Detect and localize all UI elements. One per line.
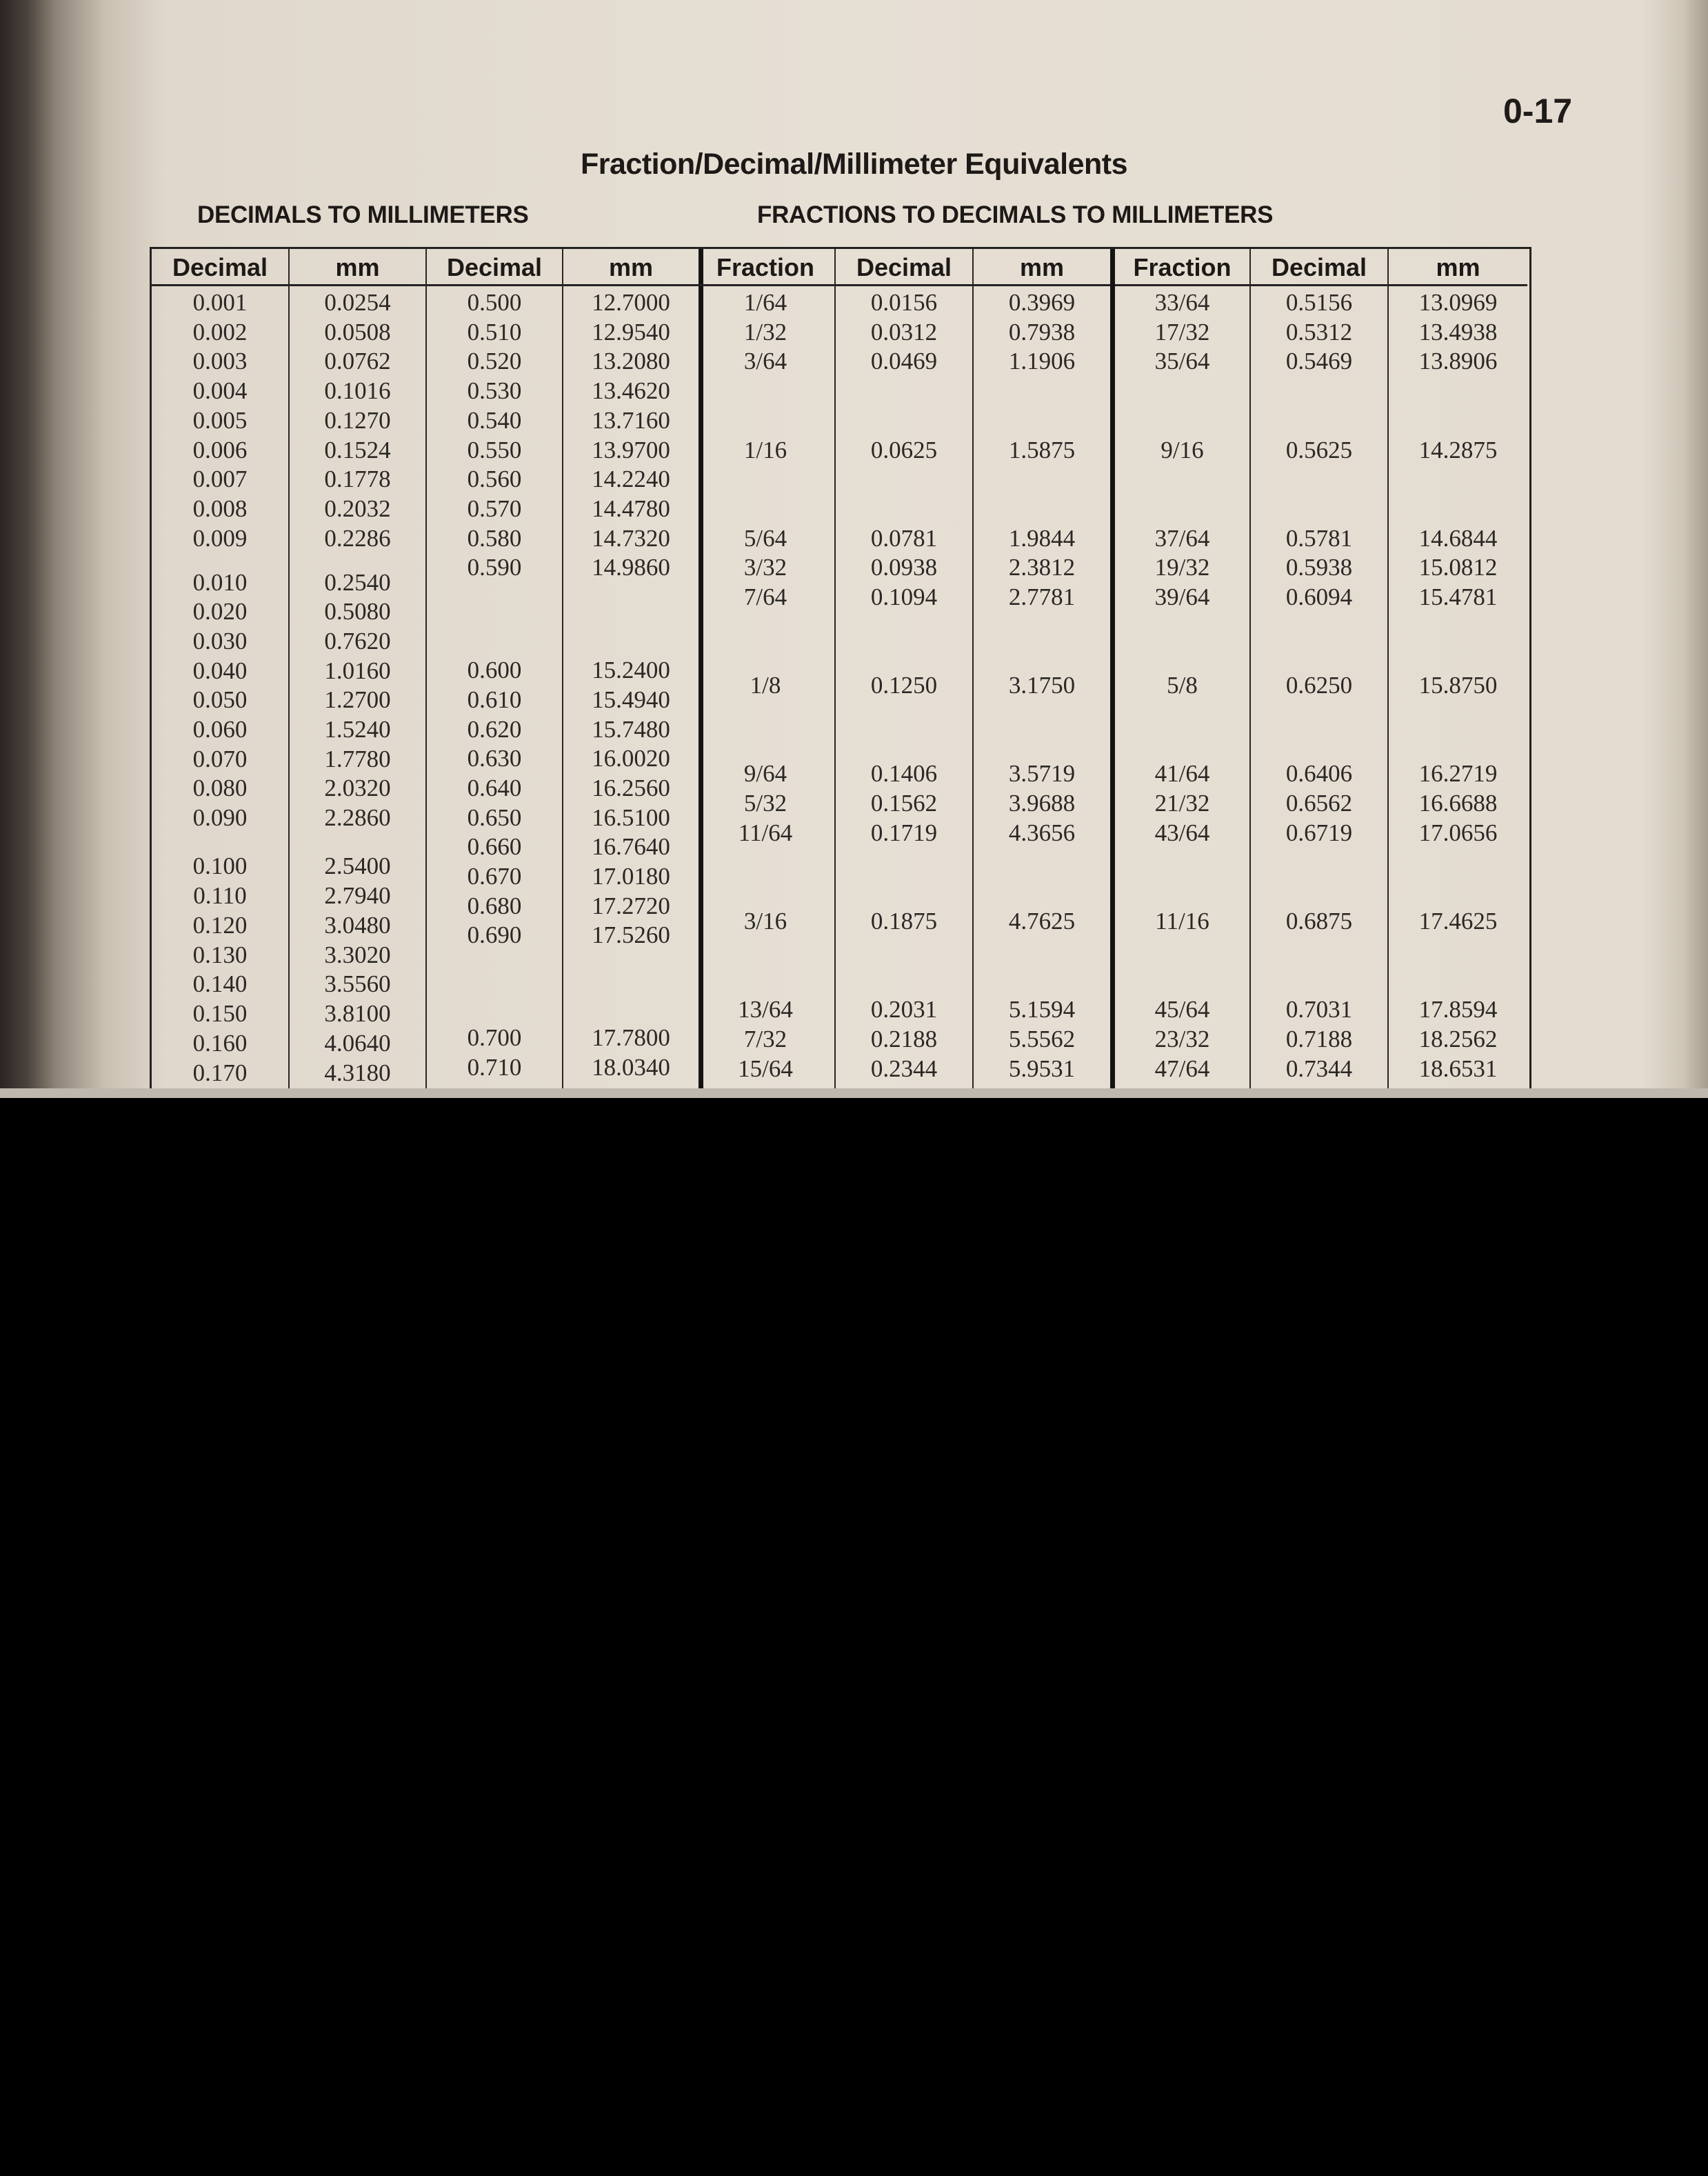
table-cell: 16.6688	[1418, 790, 1498, 817]
table-cell: 15.7480	[592, 716, 670, 743]
table-cell: 13.4938	[1418, 319, 1498, 346]
column-header: Fraction	[696, 249, 834, 286]
table-cell: 17.0656	[1418, 819, 1498, 846]
table-cell: 0.6094	[1285, 583, 1353, 610]
table-cell: 1/64	[743, 289, 787, 316]
table-cell: 3.3020	[324, 941, 391, 968]
table-cell: 0.2286	[324, 525, 391, 552]
table-cell: 2.5400	[324, 852, 391, 879]
table-cell: 14.6844	[1418, 525, 1498, 552]
table-cell: 4.0640	[324, 1030, 391, 1057]
table-cell: 0.510	[467, 319, 522, 346]
page-number: 0-17	[1503, 92, 1573, 130]
table-cell: 0.550	[467, 437, 522, 463]
table-cell: 13.7160	[592, 407, 670, 434]
table-cell: 0.1719	[870, 819, 938, 846]
table-cell: 0.0469	[870, 348, 938, 375]
table-cell: 43/64	[1154, 819, 1210, 846]
table-cell: 0.520	[467, 348, 522, 375]
table-cell: 0.2031	[870, 996, 938, 1023]
column-header: mm	[563, 249, 699, 286]
table-cell: 0.070	[192, 746, 248, 772]
column-header: Decimal	[1251, 249, 1387, 286]
table-cell: 0.560	[467, 466, 522, 492]
table-cell: 0.590	[467, 554, 522, 581]
table-cell: 14.9860	[592, 554, 670, 581]
column-header: Decimal	[152, 249, 288, 286]
table-cell: 0.001	[192, 289, 248, 316]
table-cell: 0.110	[193, 882, 247, 909]
table-cell: 0.620	[467, 716, 522, 743]
table-cell: 0.1094	[870, 583, 938, 610]
table-cell: 17.8594	[1418, 996, 1498, 1023]
table-cell: 17.2720	[592, 892, 670, 919]
table-cell: 17.4625	[1418, 908, 1498, 935]
table-cell: 5.1594	[1008, 996, 1076, 1023]
table-cell: 0.2344	[870, 1055, 938, 1082]
table-cell: 0.600	[467, 657, 522, 683]
table-cell: 17/32	[1154, 319, 1210, 346]
table-cell: 1.7780	[324, 746, 391, 772]
table-cell: 5/32	[743, 790, 787, 817]
table-cell: 1.5240	[324, 716, 391, 743]
table-cell: 15.4940	[592, 686, 670, 713]
table-cell: 0.100	[192, 852, 248, 879]
table-cell: 0.660	[467, 833, 522, 860]
table-cell: 1/8	[750, 672, 781, 699]
table-cell: 16.7640	[592, 833, 670, 860]
col-mm-2	[562, 249, 699, 1098]
decimals-section-title: DECIMALS TO MILLIMETERS	[197, 201, 529, 228]
table-cell: 0.640	[467, 775, 522, 801]
table-cell: 0.009	[192, 525, 248, 552]
table-cell: 0.680	[467, 892, 522, 919]
decimals-to-mm-table	[150, 247, 703, 1098]
table-cell: 13/64	[738, 996, 793, 1023]
table-cell: 23/32	[1154, 1026, 1210, 1052]
col-mm-3	[972, 249, 1110, 1098]
table-cell: 1.1906	[1008, 348, 1076, 375]
table-cell: 0.040	[192, 657, 248, 684]
table-cell: 1.0160	[324, 657, 391, 684]
table-cell: 21/32	[1154, 790, 1210, 817]
table-cell: 0.690	[467, 921, 522, 948]
table-cell: 0.5469	[1285, 348, 1353, 375]
table-cell: 0.020	[192, 598, 248, 625]
table-cell: 0.1270	[324, 407, 391, 434]
table-cell: 0.160	[192, 1030, 248, 1057]
table-cell: 0.7620	[324, 628, 391, 655]
table-cell: 14.2875	[1418, 437, 1498, 463]
page-title: Fraction/Decimal/Millimeter Equivalents	[581, 148, 1127, 181]
table-cell: 14.2240	[592, 466, 670, 492]
table-cell: 45/64	[1154, 996, 1210, 1023]
table-cell: 16.2719	[1418, 760, 1498, 787]
column-header: Decimal	[427, 249, 562, 286]
table-cell: 0.1875	[870, 908, 938, 935]
table-cell: 15.0812	[1418, 554, 1498, 581]
table-cell: 0.1250	[870, 672, 938, 699]
fractions-to-decimals-table	[696, 247, 1531, 1098]
table-cell: 0.670	[467, 863, 522, 890]
table-cell: 0.0508	[324, 319, 391, 346]
table-cell: 18.0340	[592, 1054, 670, 1081]
table-cell: 0.5625	[1285, 437, 1353, 463]
table-cell: 0.0938	[870, 554, 938, 581]
table-cell: 14.7320	[592, 525, 670, 552]
table-cell: 0.2540	[324, 569, 391, 596]
table-cell: 0.1406	[870, 760, 938, 787]
table-cell: 0.080	[192, 775, 248, 801]
table-cell: 15.2400	[592, 657, 670, 683]
table-cell: 3/64	[743, 348, 787, 375]
table-cell: 0.002	[192, 319, 248, 346]
table-cell: 0.7938	[1008, 319, 1076, 346]
table-cell: 2.7940	[324, 882, 391, 909]
table-cell: 19/32	[1154, 554, 1210, 581]
table-cell: 3.5560	[324, 970, 391, 997]
table-cell: 3.5719	[1008, 760, 1076, 787]
table-cell: 7/64	[743, 583, 787, 610]
table-cell: 0.050	[192, 686, 248, 713]
table-cell: 0.500	[467, 289, 522, 316]
table-cell: 0.0625	[870, 437, 938, 463]
table-cell: 0.060	[192, 716, 248, 743]
table-cell: 0.003	[192, 348, 248, 375]
column-header: mm	[290, 249, 425, 286]
table-cell: 2.7781	[1008, 583, 1076, 610]
table-cell: 15.4781	[1418, 583, 1498, 610]
table-cell: 0.700	[467, 1024, 522, 1051]
table-cell: 5.9531	[1008, 1055, 1076, 1082]
table-cell: 0.570	[467, 495, 522, 522]
table-cell: 0.7031	[1285, 996, 1353, 1023]
table-cell: 0.090	[192, 804, 248, 831]
table-cell: 11/64	[738, 819, 793, 846]
table-cell: 0.140	[192, 970, 248, 997]
table-cell: 0.3969	[1008, 289, 1076, 316]
table-cell: 0.0156	[870, 289, 938, 316]
table-cell: 0.170	[192, 1059, 248, 1086]
table-cell: 7/32	[743, 1026, 787, 1052]
col-fraction-1	[696, 249, 834, 1098]
table-cell: 0.0254	[324, 289, 391, 316]
table-cell: 13.2080	[592, 348, 670, 375]
table-cell: 0.1562	[870, 790, 938, 817]
table-cell: 0.0781	[870, 525, 938, 552]
table-cell: 37/64	[1154, 525, 1210, 552]
col-decimal-1	[152, 249, 288, 1098]
table-cell: 0.580	[467, 525, 522, 552]
table-cell: 1.2700	[324, 686, 391, 713]
table-cell: 0.610	[467, 686, 522, 713]
table-cell: 1/16	[743, 437, 787, 463]
column-header: mm	[974, 249, 1110, 286]
table-cell: 12.7000	[592, 289, 670, 316]
table-cell: 14.4780	[592, 495, 670, 522]
table-cell: 35/64	[1154, 348, 1210, 375]
table-cell: 0.1016	[324, 377, 391, 404]
table-cell: 0.0762	[324, 348, 391, 375]
table-cell: 0.5938	[1285, 554, 1353, 581]
table-cell: 0.540	[467, 407, 522, 434]
table-cell: 0.150	[192, 1000, 248, 1027]
table-cell: 2.0320	[324, 775, 391, 801]
table-cell: 1/32	[743, 319, 787, 346]
table-cell: 0.0312	[870, 319, 938, 346]
table-cell: 3.0480	[324, 912, 391, 939]
table-cell: 4.3180	[324, 1059, 391, 1086]
table-cell: 17.0180	[592, 863, 670, 890]
table-cell: 2.3812	[1008, 554, 1076, 581]
table-cell: 3/16	[743, 908, 787, 935]
table-cell: 1.9844	[1008, 525, 1076, 552]
blank-region	[0, 1098, 1708, 2176]
table-cell: 3.8100	[324, 1000, 391, 1027]
table-cell: 15/64	[738, 1055, 793, 1082]
table-cell: 33/64	[1154, 289, 1210, 316]
table-cell: 0.5781	[1285, 525, 1353, 552]
table-cell: 16.2560	[592, 775, 670, 801]
table-cell: 0.6406	[1285, 760, 1353, 787]
table-cell: 0.6250	[1285, 672, 1353, 699]
column-header: Fraction	[1115, 249, 1249, 286]
table-cell: 2.2860	[324, 804, 391, 831]
table-cell: 0.120	[192, 912, 248, 939]
table-cell: 3.9688	[1008, 790, 1076, 817]
table-cell: 5/64	[743, 525, 787, 552]
table-cell: 5.5562	[1008, 1026, 1076, 1052]
table-cell: 9/16	[1161, 437, 1204, 463]
table-cell: 9/64	[743, 760, 787, 787]
column-header: mm	[1389, 249, 1527, 286]
table-cell: 13.4620	[592, 377, 670, 404]
table-cell: 18.6531	[1418, 1055, 1498, 1082]
col-decimal-2	[425, 249, 562, 1098]
table-cell: 0.030	[192, 628, 248, 655]
table-cell: 16.5100	[592, 804, 670, 831]
table-cell: 17.7800	[592, 1024, 670, 1051]
fractions-section-title: FRACTIONS TO DECIMALS TO MILLIMETERS	[757, 201, 1274, 228]
table-cell: 0.006	[192, 437, 248, 463]
table-cell: 17.5260	[592, 921, 670, 948]
table-cell: 0.7188	[1285, 1026, 1353, 1052]
col-decimal-3	[834, 249, 972, 1098]
table-cell: 0.5312	[1285, 319, 1353, 346]
table-cell: 0.007	[192, 466, 248, 492]
table-cell: 13.0969	[1418, 289, 1498, 316]
table-cell: 0.5156	[1285, 289, 1353, 316]
table-cell: 0.2032	[324, 495, 391, 522]
table-cell: 13.8906	[1418, 348, 1498, 375]
table-cell: 5/8	[1167, 672, 1198, 699]
table-cell: 0.6875	[1285, 908, 1353, 935]
table-cell: 3/32	[743, 554, 787, 581]
table-cell: 0.630	[467, 745, 522, 772]
table-cell: 13.9700	[592, 437, 670, 463]
table-cell: 0.710	[467, 1054, 522, 1081]
col-fraction-2	[1110, 249, 1249, 1098]
table-cell: 0.530	[467, 377, 522, 404]
table-cell: 0.5080	[324, 598, 391, 625]
table-cell: 0.6719	[1285, 819, 1353, 846]
column-header: Decimal	[836, 249, 972, 286]
table-cell: 4.7625	[1008, 908, 1076, 935]
table-cell: 41/64	[1154, 760, 1210, 787]
table-cell: 0.7344	[1285, 1055, 1353, 1082]
col-mm-1	[288, 249, 425, 1098]
table-cell: 0.1524	[324, 437, 391, 463]
col-decimal-4	[1249, 249, 1387, 1098]
table-cell: 0.650	[467, 804, 522, 831]
table-cell: 11/16	[1155, 908, 1209, 935]
table-cell: 0.008	[192, 495, 248, 522]
table-cell: 0.2188	[870, 1026, 938, 1052]
table-cell: 15.8750	[1418, 672, 1498, 699]
table-cell: 0.005	[192, 407, 248, 434]
table-cell: 39/64	[1154, 583, 1210, 610]
table-cell: 1.5875	[1008, 437, 1076, 463]
table-cell: 0.004	[192, 377, 248, 404]
table-cell: 18.2562	[1418, 1026, 1498, 1052]
table-cell: 0.130	[192, 941, 248, 968]
table-cell: 0.1778	[324, 466, 391, 492]
table-cell: 12.9540	[592, 319, 670, 346]
table-cell: 0.010	[192, 569, 248, 596]
col-mm-4	[1387, 249, 1527, 1098]
table-cell: 0.6562	[1285, 790, 1353, 817]
table-cell: 47/64	[1154, 1055, 1210, 1082]
table-cell: 4.3656	[1008, 819, 1076, 846]
table-cell: 3.1750	[1008, 672, 1076, 699]
table-cell: 16.0020	[592, 745, 670, 772]
